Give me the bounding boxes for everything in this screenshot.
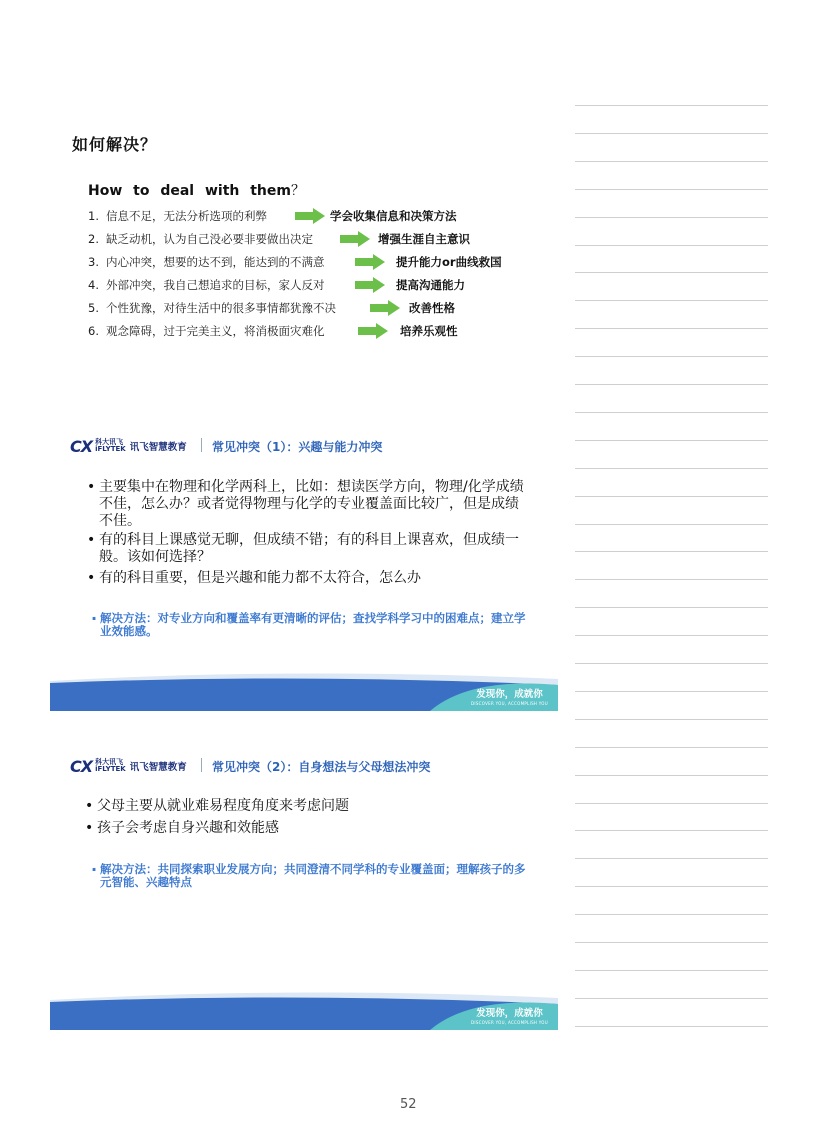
note-line (575, 412, 768, 413)
note-line (575, 245, 768, 246)
brand-logo-2 (70, 756, 195, 776)
footer-slogan (471, 1005, 548, 1025)
row-number: 1. (88, 209, 99, 223)
solution-text: 提升能力or曲线救国 (396, 255, 502, 269)
note-line (575, 858, 768, 859)
note-line (575, 468, 768, 469)
brand-logo (70, 436, 195, 456)
note-line (575, 1026, 768, 1027)
footer-band (50, 671, 558, 711)
note-line (575, 635, 768, 636)
note-line (575, 551, 768, 552)
subtitle-text: How to deal with them (88, 183, 291, 199)
logo-brand-cn: 科大讯飞 (95, 438, 124, 446)
problem-row (88, 230, 313, 248)
logo-brand (95, 439, 126, 453)
note-line (575, 942, 768, 943)
note-line (575, 719, 768, 720)
page-number: 52 (400, 1097, 417, 1112)
problem-row (88, 322, 325, 340)
logo-brand (95, 759, 126, 773)
slide2-bullet-2: • 有的科目上课感觉无聊，但成绩不错；有的科目上课喜欢，但成绩一般。该如何选择？ (99, 532, 524, 566)
slide2-title: 常见冲突（1）：兴趣与能力冲突 (212, 440, 383, 454)
problem-row (88, 299, 336, 317)
slide2-bullet-1: • 主要集中在物理和化学两科上，比如：想读医学方向，物理/化学成绩不佳，怎么办？或者觉得物理与化学的专业覆盖面比较广，但是成绩不佳。 (99, 479, 524, 530)
problem-row (88, 207, 267, 225)
logo-brand-en: iFLYTEK (95, 765, 126, 773)
note-line (575, 384, 768, 385)
solution-text: 改善性格 (409, 301, 455, 315)
slide2-bullet-3: • 有的科目重要，但是兴趣和能力都不太符合，怎么办 (99, 570, 524, 587)
solution-text: 增强生涯自主意识 (378, 232, 470, 246)
row-number: 3. (88, 255, 99, 269)
logo-mark-icon: CX (70, 436, 93, 456)
slide3-title: 常见冲突（2）：自身想法与父母想法冲突 (212, 760, 431, 774)
note-line (575, 691, 768, 692)
slogan-en: DISCOVER YOU, ACCOMPLISH YOU (470, 1020, 548, 1025)
problem-row (88, 253, 325, 271)
note-line (575, 300, 768, 301)
note-line (575, 524, 768, 525)
logo-brand-cn: 科大讯飞 (95, 758, 124, 766)
problem-text: 外部冲突，我自己想追求的目标，家人反对 (106, 278, 325, 292)
slide3-solution: · 解决方法：共同探索职业发展方向；共同澄清不同学科的专业覆盖面；理解孩子的多元智能、兴趣特点 (100, 863, 530, 889)
note-line (575, 356, 768, 357)
logo-edu: 讯飞智慧教育 (129, 442, 187, 453)
note-line (575, 830, 768, 831)
problem-row (88, 276, 325, 294)
arrow-right-icon (295, 208, 325, 224)
header-divider (201, 758, 202, 772)
subtitle (88, 180, 305, 200)
logo-edu: 讯飞智慧教育 (129, 762, 187, 773)
arrow-right-icon (358, 323, 388, 339)
problem-text: 缺乏动机，认为自己没必要非要做出决定 (106, 232, 313, 246)
note-line (575, 496, 768, 497)
problem-text: 信息不足，无法分析选项的利弊 (106, 209, 267, 223)
solution-text: 培养乐观性 (400, 324, 458, 338)
footer-slogan (471, 686, 548, 706)
slogan-cn: 发现你，成就你 (476, 689, 543, 700)
note-line (575, 998, 768, 999)
note-line (575, 440, 768, 441)
note-line (575, 328, 768, 329)
slide2-solution: · 解决方法：对专业方向和覆盖率有更清晰的评估；查找学科学习中的困难点；建立学业效能感。 (100, 612, 530, 638)
header-divider (201, 438, 202, 452)
note-line (575, 747, 768, 748)
problem-text: 观念障碍，过于完美主义，将消极面灾难化 (106, 324, 325, 338)
subtitle-mark: ？ (290, 183, 305, 199)
note-line (575, 970, 768, 971)
footer-band-2 (50, 990, 558, 1030)
logo-brand-en: iFLYTEK (95, 445, 126, 453)
arrow-right-icon (355, 254, 385, 270)
note-line (575, 579, 768, 580)
row-number: 6. (88, 324, 99, 338)
problem-text: 内心冲突，想要的达不到，能达到的不满意 (106, 255, 325, 269)
note-line (575, 272, 768, 273)
note-line (575, 914, 768, 915)
note-line (575, 189, 768, 190)
problem-text: 个性犹豫，对待生活中的很多事情都犹豫不决 (106, 301, 336, 315)
note-line (575, 663, 768, 664)
row-number: 2. (88, 232, 99, 246)
row-number: 4. (88, 278, 99, 292)
note-line (575, 775, 768, 776)
note-line (575, 133, 768, 134)
note-line (575, 161, 768, 162)
page-title: 如何解决？ (72, 135, 158, 154)
arrow-right-icon (370, 300, 400, 316)
solution-text: 学会收集信息和决策方法 (330, 209, 457, 223)
slide3-bullet-2: • 孩子会考虑自身兴趣和效能感 (97, 820, 527, 837)
note-line (575, 105, 768, 106)
solution-text: 提高沟通能力 (396, 278, 465, 292)
slide3-bullet-1: • 父母主要从就业难易程度角度来考虑问题 (97, 798, 527, 815)
arrow-right-icon (340, 231, 370, 247)
note-line (575, 217, 768, 218)
note-line (575, 803, 768, 804)
slogan-en: DISCOVER YOU, ACCOMPLISH YOU (470, 701, 548, 706)
note-line (575, 607, 768, 608)
row-number: 5. (88, 301, 99, 315)
note-line (575, 886, 768, 887)
arrow-right-icon (355, 277, 385, 293)
slogan-cn: 发现你，成就你 (476, 1008, 543, 1019)
logo-mark-icon: CX (70, 756, 93, 776)
